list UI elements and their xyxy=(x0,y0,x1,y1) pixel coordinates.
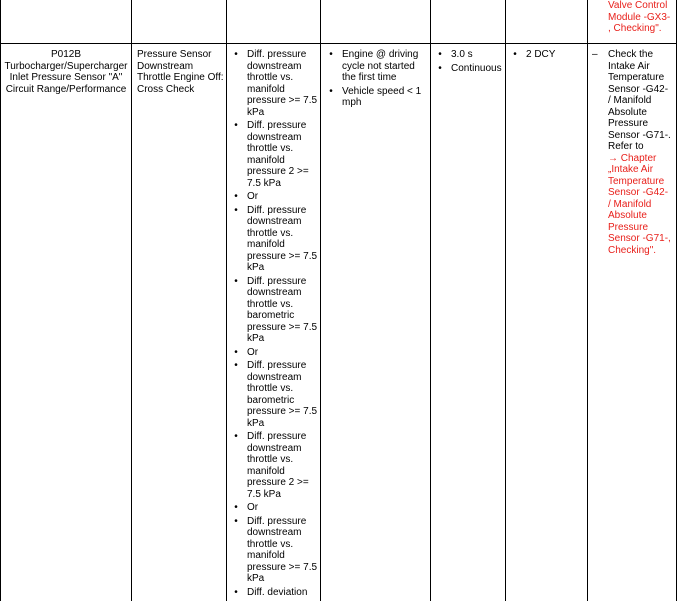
list-item xyxy=(510,49,585,61)
time-cell xyxy=(435,49,505,76)
column-divider-1 xyxy=(131,0,132,601)
list-item-line: throttle vs. xyxy=(247,143,294,154)
list-item-line: downstream xyxy=(247,60,302,72)
action-text-line: Pressure xyxy=(608,118,649,129)
list-item-line: downstream xyxy=(247,442,302,454)
list-item-line: Diff. pressure xyxy=(247,515,307,527)
list-item xyxy=(231,205,319,274)
list-item-line: Diff. pressure xyxy=(247,120,307,131)
enable-conditions-cell xyxy=(326,49,426,111)
list-item-line: cycle not started xyxy=(342,60,415,72)
list-item xyxy=(435,49,505,61)
list-item-line: kPa xyxy=(247,106,265,118)
link-line: Absolute xyxy=(608,210,647,221)
column-divider-4 xyxy=(430,0,431,601)
bullet-icon: • xyxy=(234,586,238,598)
check-name-line: Downstream xyxy=(137,60,194,72)
list-item-line: 3.0 s xyxy=(451,49,473,60)
list-item-line: downstream xyxy=(247,216,302,227)
list-item-line: kPa xyxy=(247,573,265,584)
action-text-line: Intake Air xyxy=(608,60,650,72)
list-item-line: barometric xyxy=(247,394,295,406)
action-cell xyxy=(608,49,676,256)
action-text-line: Check the xyxy=(608,49,654,60)
bullet-icon: • xyxy=(234,431,238,442)
list-item-line: Diff. pressure xyxy=(247,431,307,442)
action-text-line: Temperature xyxy=(608,72,665,83)
link-line: Sensor -G42- xyxy=(608,187,669,198)
bullet-icon: • xyxy=(234,515,238,527)
bullet-icon: • xyxy=(438,62,442,74)
dtc-description-line: Inlet Pressure Sensor "A" xyxy=(9,72,123,83)
list-item-line: manifold xyxy=(247,154,285,166)
dtc-description-line: Turbocharger/Supercharger xyxy=(4,60,128,72)
list-item-line: kPa xyxy=(247,262,265,273)
action-text-line: Sensor -G42- xyxy=(608,83,669,95)
column-divider-5 xyxy=(505,0,506,601)
list-item-line: pressure >= 7.5 xyxy=(247,321,318,333)
list-item-line: Engine @ driving xyxy=(342,49,419,60)
check-name-line: Throttle Engine Off: xyxy=(137,72,224,83)
list-item-line: throttle vs. xyxy=(247,227,294,239)
list-item-line: pressure >= 7.5 xyxy=(247,406,318,417)
bullet-icon: • xyxy=(234,49,238,60)
list-item-line: 2 DCY xyxy=(526,49,556,60)
list-item-line: throttle vs. xyxy=(247,298,294,310)
bullet-icon: • xyxy=(234,360,238,371)
list-item-line: the first time xyxy=(342,72,397,83)
list-item-line: Diff. pressure xyxy=(247,275,307,287)
list-item-line: barometric xyxy=(247,310,295,321)
list-item-line: Diff. pressure xyxy=(247,49,307,60)
list-item xyxy=(326,86,426,109)
list-item xyxy=(326,49,426,84)
dtc-description-line: Circuit Range/Performance xyxy=(5,83,127,95)
list-item-line: downstream xyxy=(247,527,302,538)
action-text-line: Refer to xyxy=(608,141,644,152)
list-item-line: downstream xyxy=(247,287,302,298)
list-item-line: downstream xyxy=(247,371,302,383)
list-item xyxy=(231,360,319,429)
bullet-icon: • xyxy=(329,85,333,97)
list-item xyxy=(231,120,319,189)
prev-row-line: Valve Control xyxy=(608,0,668,11)
list-item-line: Diff. pressure xyxy=(247,204,307,216)
list-item-line: kPa xyxy=(247,417,265,429)
bullet-icon: • xyxy=(329,49,333,60)
bullet-icon: • xyxy=(234,204,238,216)
action-text-line: / Manifold xyxy=(608,95,652,106)
link-line: / Manifold xyxy=(608,198,652,210)
chapter-link[interactable] xyxy=(608,153,676,257)
check-name-line: Cross Check xyxy=(137,83,195,95)
list-item-line: manifold xyxy=(247,239,285,250)
column-divider-6 xyxy=(587,0,588,601)
link-line: Pressure xyxy=(608,221,649,233)
list-item-line: Diff. pressure xyxy=(247,360,307,371)
list-item-line: Or xyxy=(247,502,259,513)
list-item-line: pressure >= 7.5 xyxy=(247,250,318,262)
table-border-right xyxy=(676,0,677,601)
link-line: Sensor -G71-, xyxy=(608,233,671,244)
list-item-line: throttle vs. xyxy=(247,538,294,550)
list-item xyxy=(231,587,319,599)
dash-marker: – xyxy=(592,49,598,60)
link-line: „Intake Air xyxy=(608,164,654,175)
list-item-line: throttle vs. xyxy=(247,72,294,83)
list-item-line: Diff. deviation xyxy=(247,586,308,598)
list-item xyxy=(231,191,319,203)
mil-list xyxy=(510,49,585,61)
mil-cell xyxy=(510,49,585,63)
link-line: → Chapter xyxy=(608,152,657,164)
prev-row-action-text xyxy=(608,0,676,35)
link-line: Temperature xyxy=(608,175,665,187)
list-item-line: Continuous xyxy=(451,62,502,74)
time-list xyxy=(435,49,505,74)
link-line: Checking". xyxy=(608,244,657,256)
prev-row-line: , Checking". xyxy=(608,23,662,34)
conditions-list xyxy=(231,49,319,598)
column-divider-2 xyxy=(226,0,227,601)
bullet-icon: • xyxy=(513,49,517,60)
list-item-line: manifold xyxy=(247,550,285,561)
list-item-line: throttle vs. xyxy=(247,383,294,394)
list-item xyxy=(435,63,505,75)
list-item-line: pressure >= 7.5 xyxy=(247,95,318,106)
list-item-line: Or xyxy=(247,346,259,358)
list-item-line: 7.5 kPa xyxy=(247,177,281,189)
check-name-cell xyxy=(137,49,225,95)
list-item-line: kPa xyxy=(247,333,265,344)
list-item-line: manifold xyxy=(247,465,285,477)
list-item xyxy=(231,347,319,359)
column-divider-3 xyxy=(320,0,321,601)
list-item xyxy=(231,276,319,345)
list-item-line: manifold xyxy=(247,83,285,95)
row-divider xyxy=(0,43,677,44)
bullet-icon: • xyxy=(438,49,442,60)
bullet-icon: • xyxy=(234,191,238,202)
list-item xyxy=(231,502,319,514)
bullet-icon: • xyxy=(234,346,238,358)
list-item xyxy=(231,431,319,500)
enable-conditions-list xyxy=(326,49,426,109)
list-item-line: downstream xyxy=(247,131,302,143)
list-item-line: throttle vs. xyxy=(247,454,294,465)
list-item-line: pressure 2 >= xyxy=(247,166,309,177)
dtc-code-cell xyxy=(1,49,131,95)
list-item-line: pressure >= 7.5 xyxy=(247,561,318,573)
action-text-line: Absolute xyxy=(608,106,647,118)
list-item-line: Or xyxy=(247,191,259,202)
bullet-icon: • xyxy=(234,275,238,287)
list-item xyxy=(231,49,319,118)
list-item-line: Vehicle speed < 1 xyxy=(342,85,422,97)
conditions-cell xyxy=(231,49,319,600)
list-item xyxy=(231,516,319,585)
dtc-code: P012B xyxy=(50,49,82,60)
list-item-line: mph xyxy=(342,97,362,108)
bullet-icon: • xyxy=(234,120,238,131)
list-item-line: pressure 2 >= xyxy=(247,477,309,488)
prev-row-line: Module -GX3- xyxy=(608,11,671,23)
check-name-line: Pressure Sensor xyxy=(137,49,212,60)
list-item-line: 7.5 kPa xyxy=(247,488,281,500)
bullet-icon: • xyxy=(234,502,238,513)
action-text-line: Sensor -G71-. xyxy=(608,129,671,141)
